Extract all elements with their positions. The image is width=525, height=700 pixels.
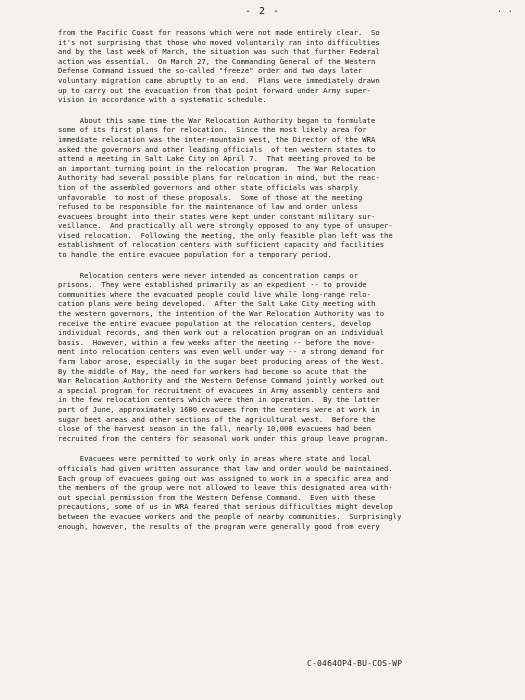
text-line: By the middle of May, the need for workers had become so acute that the	[58, 366, 367, 376]
text-line: and by the last week of March, the situation was such that further Federal	[58, 47, 380, 57]
text-line: close of the harvest season in the fall, nearly 10,000 evacuees had been	[58, 424, 372, 434]
text-line: officials had given written assurance that law and order would be maintained.	[58, 463, 393, 473]
text-line: evacuees brought into their states were kept under constant military sur-	[58, 211, 376, 221]
corner-mark: . .	[496, 5, 513, 15]
document-code: C-0464OP4-BU-COS-WP	[307, 659, 403, 668]
paragraph-1	[58, 28, 488, 105]
text-line: receive the entire evacuee population at the relocation centers, develop	[58, 318, 372, 328]
text-line: Relocation centers were never intended as concentration camps or	[58, 270, 358, 280]
page-number: - 2 -	[244, 6, 281, 17]
text-line: tion of the assembled governors and other state officials was sharply	[58, 182, 358, 192]
paragraph-2	[58, 116, 488, 260]
text-line: refused to be responsible for the maintenance of law and order unless	[58, 202, 358, 212]
text-line: vision in accordance with a systematic schedule.	[58, 95, 267, 105]
text-line: immediate relocation was the inter-mountain west, the Director of the WRA	[58, 134, 376, 144]
text-line: precautions, some of us in WRA feared that serious difficulties might develop	[58, 502, 393, 512]
text-line: About this same time the War Relocation Authority began to formulate	[58, 115, 376, 125]
text-line: part of June, approximately 1600 evacuees from the centers were at work in	[58, 404, 380, 414]
text-line: War Relocation Authority and the Western Defense Command jointly worked out	[58, 376, 385, 386]
paragraph-4	[58, 454, 488, 531]
text-line: a special program for recruitment of evacuees in Army assembly centers and	[58, 385, 380, 395]
text-line: basis. However, within a few weeks after the meeting -- before the move-	[58, 337, 376, 347]
text-line: an important turning point in the relocation program. The War Relocation	[58, 163, 376, 173]
text-line: unfavorable to most of these proposals. Some of those at the meeting	[58, 192, 363, 202]
text-line: cation plans were being developed. After the Salt Lake City meeting with	[58, 299, 376, 309]
text-line: out special permission from the Western Defense Command. Even with these	[58, 492, 376, 502]
text-line: attend a meeting in Salt Lake City on April 7. That meeting proved to be	[58, 154, 376, 164]
text-line: it's not surprising that those who moved voluntarily ran into difficulties	[58, 37, 380, 47]
text-line: action was essential. On March 27, the Commanding General of the Western	[58, 56, 376, 66]
text-line: the western governors, the intention of the War Relocation Authority was to	[58, 309, 385, 319]
text-line: recruited from the centers for seasonal work under this group leave program.	[58, 433, 389, 443]
text-line: veillance. And practically all were strongly opposed to any type of unsuper-	[58, 221, 393, 231]
text-line: asked the governors and other leading officials of ten western states to	[58, 144, 376, 154]
text-line: individual records, and then work out a relocation program on an individual	[58, 328, 385, 338]
text-line: Each group of evacuees going out was assigned to work in a specific area and	[58, 473, 389, 483]
text-line: farm labor arose, especially in the sugar beet producing areas of the West.	[58, 357, 385, 366]
body-text	[58, 28, 488, 542]
text-line: some of its first plans for relocation. Since the most likely area for	[58, 125, 367, 135]
text-line: Authority had several possible plans for relocation in mind, but the reac-	[58, 173, 380, 183]
paragraph-3	[58, 271, 488, 444]
text-line: prisons. They were established primarily as an expedient -- to provide	[58, 280, 367, 290]
text-line: voluntary migration came abruptly to an end. Plans were immediately drawn	[58, 75, 380, 85]
text-line: to handle the entire evacuee population for a temporary period.	[58, 250, 332, 260]
text-line: sugar beet areas and other sections of the agricultural west. Before the	[58, 414, 376, 424]
text-line: enough, however, the results of the program were generally good from every	[58, 521, 380, 531]
text-line: Defense Command issued the so-called "freeze" order and two days later	[58, 66, 363, 76]
text-line: Evacuees were permitted to work only in areas where state and local	[58, 454, 372, 464]
text-line: up to carry out the evacuation from that point forward under Army super-	[58, 85, 372, 95]
text-line: ment into relocation centers was even well under way -- a strong demand for	[58, 347, 385, 357]
text-line: from the Pacific Coast for reasons which were not made entirely clear. So	[58, 28, 380, 37]
text-line: in the few relocation centers which were then in operation. By the latter	[58, 395, 380, 405]
text-line: the members of the group were not allowed to leave this designated area with-	[58, 483, 393, 493]
text-line: vised relocation. Following the meeting, the only feasible plan left was the	[58, 230, 393, 240]
text-line: between the evacuee workers and the people of nearby communities. Surprisingly	[58, 511, 402, 521]
text-line: establishment of relocation centers with sufficient capacity and facilities	[58, 240, 385, 250]
text-line: communities where the evacuated people could live while long-range relo-	[58, 289, 372, 299]
